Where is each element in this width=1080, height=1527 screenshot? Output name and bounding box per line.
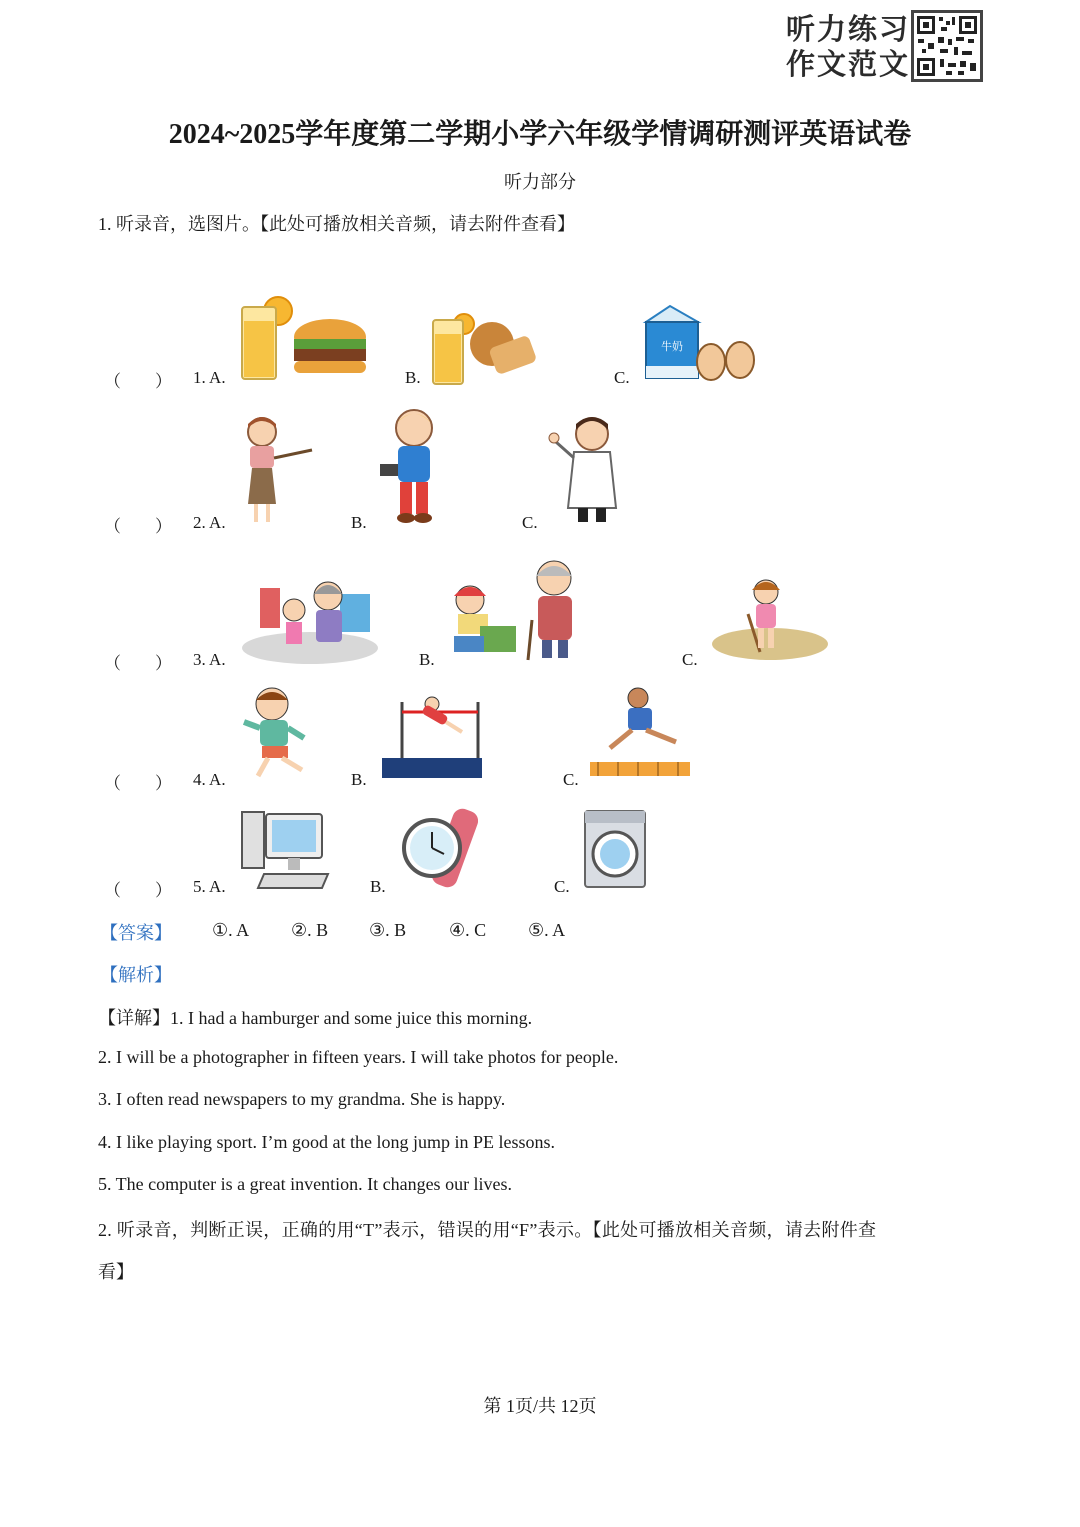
- answer-blank-4[interactable]: （ ）: [104, 774, 172, 793]
- section-title: 听力部分: [504, 172, 576, 192]
- girl-sweeping-image[interactable]: [708, 574, 828, 664]
- qr-code[interactable]: [911, 10, 983, 82]
- milk-eggs-image[interactable]: [640, 300, 760, 385]
- analysis-label: 【解析】: [100, 965, 172, 985]
- photographer-boy-image[interactable]: [378, 404, 448, 526]
- question-2-prompt-line1: 2. 听录音，判断正误，正确的用“T”表示，错误的用“F”表示。【此处可播放相关音频，请去附件查: [98, 1220, 877, 1240]
- computer-image[interactable]: [238, 808, 332, 892]
- row5-option-c-label: C.: [554, 877, 570, 896]
- washing-machine-image[interactable]: [582, 808, 648, 890]
- row2-option-c-label: C.: [522, 513, 538, 532]
- answer-blank-5[interactable]: （ ）: [104, 881, 172, 900]
- juice-hamburger-image[interactable]: [238, 295, 368, 385]
- logo-text-line2: 作文范文: [786, 47, 911, 81]
- row4-option-c-label: C.: [563, 770, 579, 789]
- girl-helping-grandma-image[interactable]: [240, 576, 380, 664]
- answer-blank-2[interactable]: （ ）: [104, 517, 172, 536]
- answer-label: 【答案】: [100, 923, 172, 943]
- row3-option-b-label: B.: [419, 650, 435, 669]
- detail-line-3: 3. I often read newspapers to my grandma. She is happy.: [98, 1089, 506, 1109]
- row1-option-c-label: C.: [614, 368, 630, 387]
- milk-label: 牛奶: [661, 340, 683, 353]
- row3-option-c-label: C.: [682, 650, 698, 669]
- juice-bread-image[interactable]: [430, 312, 540, 387]
- high-jump-image[interactable]: [378, 688, 486, 780]
- question-1-prompt: 1. 听录音，选图片。【此处可播放相关音频，请去附件查看】: [98, 214, 575, 234]
- question-2-prompt-line2: 看】: [98, 1262, 134, 1282]
- row2-option-a-label: 2. A.: [193, 513, 226, 532]
- detail-label: 【详解】: [98, 1008, 170, 1028]
- page-footer: 第 1页/共 12页: [483, 1396, 597, 1416]
- detail-line-1: 【详解】1. I had a hamburger and some juice this morning.: [98, 1008, 533, 1028]
- teacher-image[interactable]: [236, 414, 316, 526]
- logo-text-line1: 听力练习: [786, 12, 911, 46]
- row4-option-b-label: B.: [351, 770, 367, 789]
- row4-option-a-label: 4. A.: [193, 770, 226, 789]
- doctor-image[interactable]: [548, 412, 628, 526]
- answer-blank-3[interactable]: （ ）: [104, 654, 172, 673]
- boy-reading-to-grandma-image[interactable]: [444, 558, 594, 664]
- answer-item-4: ④. C: [449, 920, 487, 940]
- row3-option-a-label: 3. A.: [193, 650, 226, 669]
- long-jump-image[interactable]: [588, 686, 692, 780]
- row1-option-a-label: 1. A.: [193, 368, 226, 387]
- answer-item-5: ⑤. A: [528, 920, 566, 940]
- boy-running-image[interactable]: [238, 684, 318, 780]
- row5-option-b-label: B.: [370, 877, 386, 896]
- answer-item-3: ③. B: [369, 920, 407, 940]
- answer-item-1: ①. A: [212, 920, 250, 940]
- row2-option-b-label: B.: [351, 513, 367, 532]
- detail-line-4: 4. I like playing sport. I’m good at the long jump in PE lessons.: [98, 1132, 555, 1152]
- detail-line-2: 2. I will be a photographer in fifteen years. I will take photos for people.: [98, 1047, 619, 1067]
- row5-option-a-label: 5. A.: [193, 877, 226, 896]
- detail-line-5: 5. The computer is a great invention. It changes our lives.: [98, 1174, 513, 1194]
- row1-option-b-label: B.: [405, 368, 421, 387]
- page-title: 2024~2025学年度第二学期小学六年级学情调研测评英语试卷: [168, 119, 912, 150]
- answer-blank-1[interactable]: （ ）: [104, 372, 172, 391]
- watch-image[interactable]: [398, 804, 478, 892]
- answer-item-2: ②. B: [291, 920, 329, 940]
